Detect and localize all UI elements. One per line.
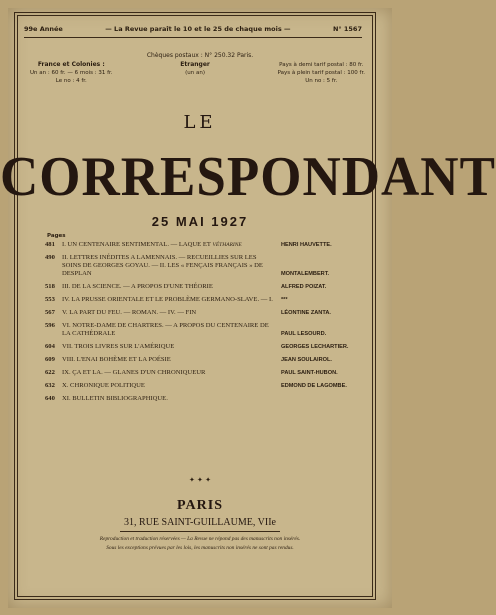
rates-pays-line3: Un no : 5 fr. [305, 78, 338, 84]
toc-title [62, 254, 281, 278]
toc-entry [45, 343, 363, 351]
toc-author: JEAN SOULAIROL. [281, 357, 332, 363]
rates-etranger [180, 61, 210, 85]
toc-entry [45, 382, 363, 390]
issue-date: 25 MAI 1927 [151, 214, 249, 229]
toc-page: 567 [45, 309, 55, 316]
rates-france-line1: Un an : 60 fr. — 6 mois : 31 fr. [30, 70, 113, 76]
toc-author: LÉONTINE ZANTA. [281, 310, 331, 316]
toc-author: EDMOND DE LAGOMBE. [281, 383, 347, 389]
toc-title [62, 369, 281, 377]
toc-title [62, 343, 281, 351]
toc-entry [45, 369, 363, 377]
toc-page: 518 [45, 283, 55, 290]
table-of-contents [45, 241, 363, 408]
toc-page: 604 [45, 343, 55, 350]
publisher-address: 31, RUE SAINT-GUILLAUME, VIIe [124, 517, 276, 528]
toc-page: 596 [45, 322, 55, 329]
rates-pays [278, 61, 365, 85]
ornament: ✦ ✦ ✦ [188, 476, 212, 484]
toc-title-text: VII. TROIS LIVRES SUR L'AMÉRIQUE [62, 343, 175, 350]
toc-title-text: XI. BULLETIN BIBLIOGRAPHIQUE. [62, 395, 168, 402]
rates-pays-line2: Pays à plein tarif postal : 100 fr. [277, 70, 365, 76]
toc-author: PAUL SAINT-HUBON. [281, 370, 338, 376]
toc-title [62, 296, 281, 304]
rates-france [30, 61, 113, 85]
toc-title-text: V. LA PART DU FEU. — ROMAN. — IV. — FIN [62, 309, 197, 316]
title-article: LE [183, 112, 217, 133]
footer-line-2: Sous les exceptions prévues par les lois, les manuscrits non insérés ne sont pas rendus. [106, 545, 294, 551]
toc-title-text: III. DE LA SCIENCE. — A PROPOS D'UNE THÉORIE [62, 283, 213, 290]
subscription-rates [30, 61, 365, 85]
toc-title [62, 322, 281, 338]
issue-number: N° 1567 [332, 24, 362, 33]
toc-title [62, 395, 281, 403]
cheques-line: Chèques postaux : N° 250.32 Paris. [146, 52, 254, 59]
toc-subtitle: VÉTHARINE [212, 242, 242, 248]
toc-entry [45, 283, 363, 291]
footer-line-1: Reproduction et traduction réservées — La Revue ne répond pas des manuscrits non insérés. [99, 536, 301, 542]
toc-entry [45, 254, 363, 278]
toc-title-text: IV. LA PRUSSE ORIENTALE ET LE PROBLÈME GERMANO-SLAVE. — I. [62, 296, 273, 303]
toc-page: 490 [45, 254, 55, 261]
toc-author: HENRI HAUVETTE. [281, 242, 332, 248]
magazine-title: CORRESPONDANT [0, 146, 496, 208]
toc-page: 481 [45, 241, 55, 248]
toc-title-text: I. UN CENTENAIRE SENTIMENTAL. — LAQUE ET [62, 241, 211, 248]
toc-title [62, 382, 281, 390]
rates-etranger-line1: (un an) [185, 70, 205, 76]
rates-france-heading: France et Colonies : [37, 61, 105, 68]
toc-title-text: VIII. L'ENAI BOHÈME ET LA POÉSIE [62, 356, 171, 363]
rates-pays-line1: Pays à demi tarif postal : 80 fr. [279, 62, 364, 68]
toc-title-text: VI. NOTRE-DAME DE CHARTRES. — A PROPOS DU CENTENAIRE DE LA CATHÉDRALE [62, 322, 269, 337]
publisher-city: PARIS [177, 498, 223, 513]
toc-entry [45, 241, 363, 249]
toc-entry [45, 322, 363, 338]
toc-entry [45, 309, 363, 317]
toc-page: 622 [45, 369, 55, 376]
divider [120, 531, 280, 532]
toc-page: 609 [45, 356, 55, 363]
pages-column-label: Pages [47, 233, 66, 239]
toc-entry [45, 356, 363, 364]
top-bar [24, 20, 362, 38]
toc-author: GEORGES LECHARTIER. [281, 344, 349, 350]
rates-etranger-heading: Etranger [180, 61, 210, 68]
toc-title [62, 309, 281, 317]
toc-title [62, 283, 281, 291]
toc-page: 632 [45, 382, 55, 389]
toc-title-text: IX. ÇA ET LA. — GLANES D'UN CHRONIQUEUR [62, 369, 206, 376]
rates-france-line2: Le no : 4 fr. [55, 78, 87, 84]
toc-entry [45, 395, 363, 403]
toc-page: 640 [45, 395, 55, 402]
toc-title-text: II. LETTRES INÉDITES A LAMENNAIS. — RECUEILLIES SUR LES SOINS DE GEORGES GOYAU. — II. LES « FENÇAIS FRANÇAIS » DE DESPLAN [62, 254, 263, 277]
toc-title [62, 241, 281, 249]
periodicity-label: — La Revue paraît le 10 et le 25 de chaque mois — [105, 24, 291, 33]
toc-entry [45, 296, 363, 304]
toc-author: ALFRED POIZAT. [281, 284, 327, 290]
toc-author: MONTALEMBERT. [281, 271, 330, 277]
toc-author: PAUL LESOURD. [281, 331, 327, 337]
toc-title [62, 356, 281, 364]
year-label: 99e Année [24, 24, 63, 33]
toc-page: 553 [45, 296, 55, 303]
toc-author: *** [281, 297, 288, 303]
toc-title-text: X. CHRONIQUE POLITIQUE [62, 382, 145, 389]
